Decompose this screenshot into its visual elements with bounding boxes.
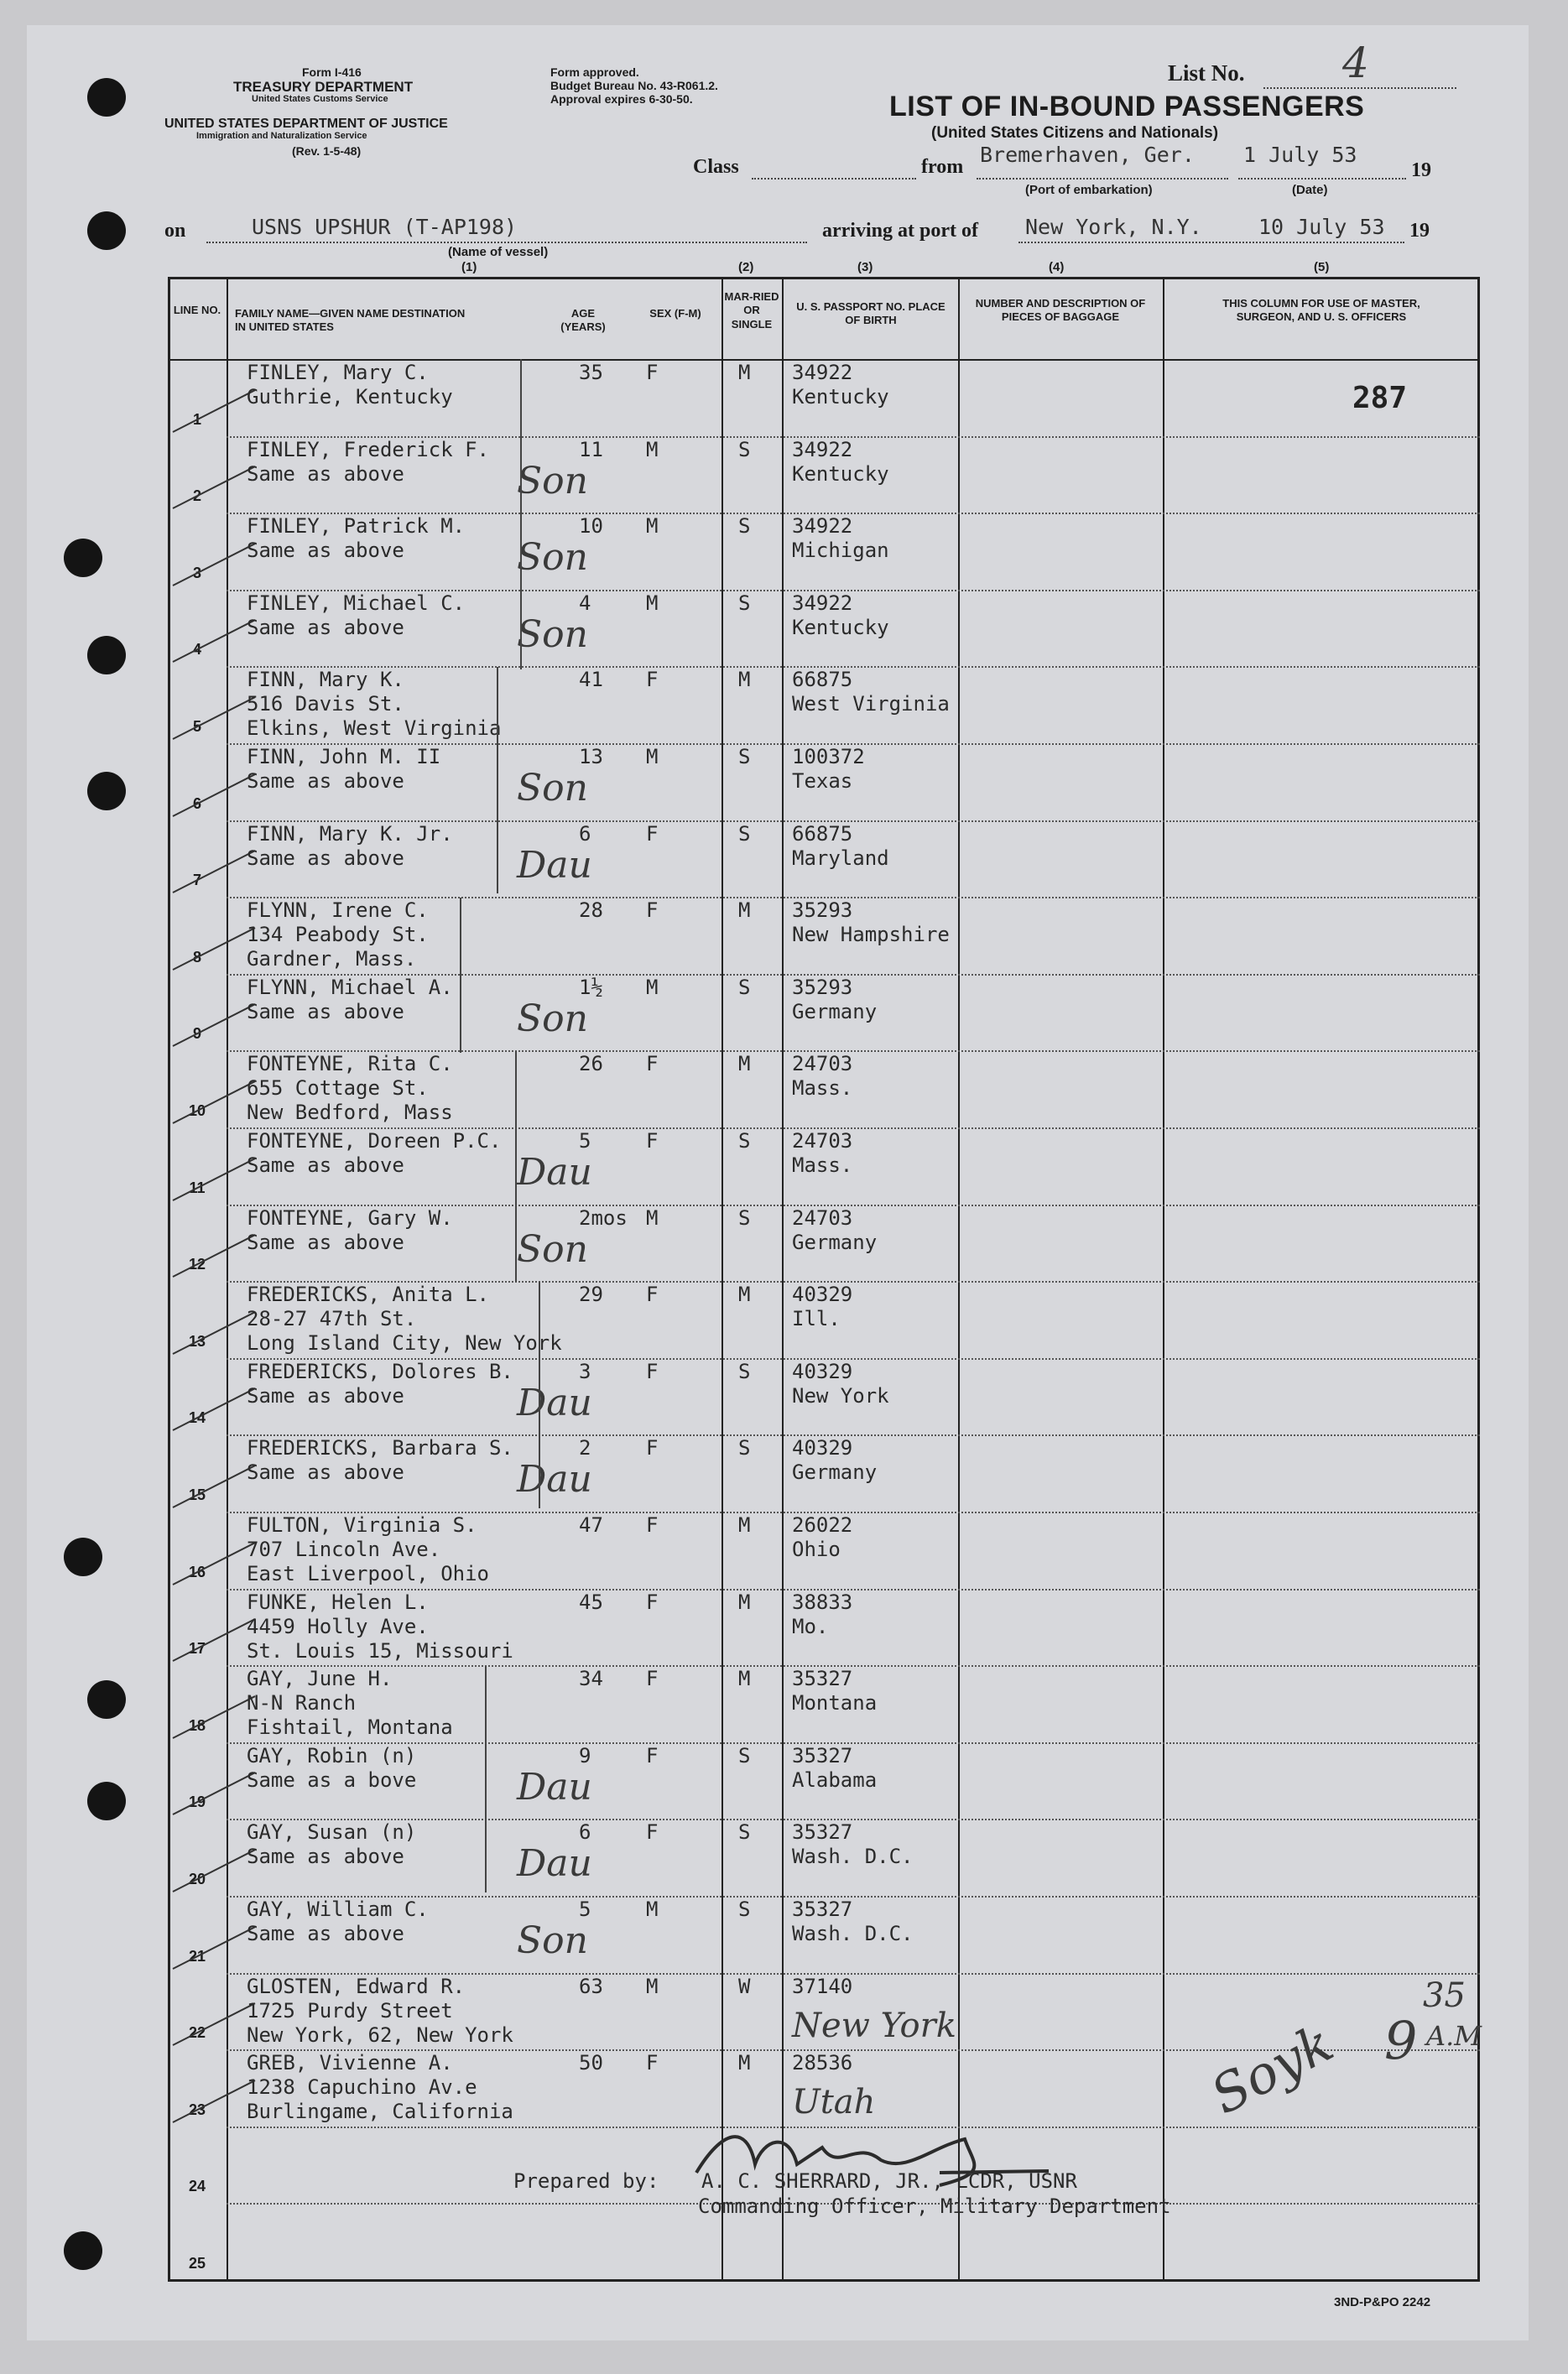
passenger-age: 35 [579,361,603,384]
list-no-label: List No. [1168,60,1245,86]
binder-hole [87,1782,126,1820]
family-bracket [539,1282,540,1508]
arrival-year-prefix: 19 [1409,220,1430,242]
departure-date: 1 July 53 [1243,143,1357,167]
passenger-sex: M [646,591,659,615]
passenger-age: 63 [579,1974,603,1998]
passport-number: 24703 [792,1052,853,1076]
passenger-sex: F [646,1590,659,1614]
passport-number: 40329 [792,1436,853,1460]
vessel-caption: (Name of vessel) [448,245,549,259]
passenger-name-line: FINLEY, Michael C. [247,591,466,615]
on-label: on [164,220,186,242]
place-of-birth: Kentucky [792,461,889,486]
relation-note: Son [517,1227,588,1271]
passenger-sex: M [646,1898,659,1921]
embarkation-caption: (Port of embarkation) [1025,183,1153,197]
binder-hole [87,211,126,250]
passenger-age: 5 [579,1898,591,1921]
passport-number: 35293 [792,898,853,923]
relation-note: Son [517,612,588,656]
place-of-birth: Germany [792,999,878,1023]
line-number: 10 [188,1102,206,1119]
relation-note: Dau [517,1842,592,1886]
passenger-name-line: FREDERICKS, Dolores B. [247,1359,513,1383]
list-no-value: 4 [1342,39,1369,87]
passenger-age: 6 [579,821,591,846]
passenger-name-line: FONTEYNE, Gary W. [247,1205,453,1230]
col-number-5: (5) [1314,260,1330,274]
passenger-sex: F [646,361,659,384]
passenger-sex: F [646,668,659,692]
list-no-line [1263,87,1456,89]
passenger-name-line: 1238 Capuchino Av.e [247,2075,477,2100]
line-number: 5 [192,718,201,735]
line-number: 4 [192,641,201,659]
line-number: 3 [192,564,201,581]
passenger-marital-status: S [738,591,751,615]
passenger-name-line: 707 Lincoln Ave. [247,1538,441,1561]
binder-hole [87,636,126,674]
family-bracket [460,898,461,1053]
place-of-birth: Texas [792,769,853,793]
arrival-port: New York, N.Y. [1025,215,1202,239]
passenger-marital-status: S [738,1359,751,1383]
port-of-embarkation: Bremerhaven, Ger. [980,143,1195,167]
passenger-name-line: Same as above [247,1153,404,1177]
embarkation-line [977,178,1228,180]
passenger-name-line: Long Island City, New York [247,1331,562,1356]
line-number: 23 [188,2101,206,2118]
stamp-number: 287 [1352,381,1408,415]
passenger-name-line: Guthrie, Kentucky [247,385,453,409]
place-of-birth: New Hampshire [792,923,950,947]
col-divider [721,277,723,2282]
passenger-marital-status: S [738,437,751,461]
passenger-marital-status: M [738,1283,751,1307]
place-of-birth: Wash. D.C. [792,1845,914,1869]
document-subtitle: (United States Citizens and Nationals) [931,124,1219,142]
passenger-sex: F [646,1359,659,1383]
passenger-name-line: GAY, June H. [247,1667,393,1691]
passenger-marital-status: S [738,745,751,768]
from-label: from [921,156,964,178]
form-revision: (Rev. 1-5-48) [292,144,362,158]
passenger-name-line: 516 Davis St. [247,692,404,716]
passenger-name-line: FLYNN, Michael A. [247,975,453,999]
officer-time-minutes: 35 [1423,1976,1466,2015]
passenger-sex: M [646,1205,659,1230]
passport-number: 24703 [792,1205,853,1230]
passenger-name-line: Same as above [247,1383,404,1408]
passenger-name-line: FREDERICKS, Barbara S. [247,1436,513,1460]
passenger-name-line: New Bedford, Mass [247,1101,453,1125]
place-of-birth: Ill. [792,1307,841,1331]
passenger-age: 28 [579,898,603,923]
class-label: Class [693,156,739,178]
passenger-name-line: FINN, Mary K. [247,668,404,692]
passenger-name-line: N-N Ranch [247,1691,357,1715]
passport-number: 66875 [792,668,853,692]
row-separator [227,1665,1480,1667]
approval-line-3: Approval expires 6-30-50. [550,92,693,106]
passenger-age: 4 [579,591,591,615]
place-of-birth: Germany [792,1230,878,1254]
line-number: 11 [189,1179,206,1196]
line-number: 15 [188,1486,206,1503]
passenger-marital-status: S [738,1898,751,1921]
col-number-4: (4) [1049,260,1065,274]
relation-note: Dau [517,843,592,887]
form-number: Form I-416 [302,65,362,79]
family-bracket [520,359,522,669]
approval-line-1: Form approved. [550,65,639,79]
passenger-sex: F [646,1513,659,1537]
passenger-name-line: East Liverpool, Ohio [247,1562,489,1585]
header-officers: THIS COLUMN FOR USE OF MASTER, SURGEON, AND U. S. OFFICERS [1222,297,1420,324]
passenger-marital-status: M [738,361,751,384]
passport-number: 66875 [792,821,853,846]
passenger-marital-status: M [738,2051,751,2075]
passenger-name-line: 4459 Holly Ave. [247,1614,429,1638]
passenger-marital-status: S [738,1129,751,1153]
passport-number: 35327 [792,1820,853,1845]
passenger-name-line: Same as above [247,1460,404,1485]
line-number: 22 [188,2024,206,2042]
place-of-birth: Maryland [792,846,889,870]
arrival-line [1018,242,1404,243]
passenger-age: 34 [579,1667,603,1691]
document-title: LIST OF IN-BOUND PASSENGERS [889,91,1365,122]
passenger-sex: F [646,1667,659,1691]
passenger-name-line: Elkins, West Virginia [247,716,502,741]
passenger-age: 5 [579,1129,591,1153]
passenger-name-line: Same as above [247,999,404,1023]
passenger-name-line: GAY, Robin (n) [247,1743,417,1767]
passenger-sex: F [646,1820,659,1845]
line-number: 13 [188,1332,206,1350]
passport-number: 35327 [792,1898,853,1921]
passenger-name-line: Same as above [247,615,404,639]
line-number: 24 [188,2178,206,2195]
passenger-name-line: FINN, Mary K. Jr. [247,821,453,846]
passenger-age: 41 [579,668,603,692]
passenger-sex: M [646,745,659,768]
officer-initials: Soyk [1201,2012,1343,2127]
binder-hole [64,539,102,577]
line-number: 20 [188,1871,206,1887]
relation-note: Son [517,767,588,810]
passenger-marital-status: W [738,1974,751,1998]
place-of-birth: Wash. D.C. [792,1922,914,1945]
passenger-name-line: FINN, John M. II [247,745,441,768]
passport-number: 34922 [792,591,853,615]
date-caption: (Date) [1292,183,1328,197]
passport-number: 37140 [792,1974,853,1998]
passport-number: 38833 [792,1590,853,1614]
passenger-sex: M [646,1974,659,1998]
passport-number: 34922 [792,361,853,384]
col-number-2: (2) [738,260,754,274]
prepared-label: Prepared by: [513,2169,659,2193]
approval-line-2: Budget Bureau No. 43-R061.2. [550,79,718,92]
passenger-name-line: Same as above [247,539,404,563]
passenger-marital-status: S [738,1205,751,1230]
passenger-marital-status: S [738,514,751,539]
passenger-name-line: Burlingame, California [247,2100,513,2124]
col-number-1: (1) [461,260,477,274]
col-number-3: (3) [857,260,873,274]
passenger-marital-status: M [738,668,751,692]
line-number: 14 [188,1409,206,1427]
ins-service: Immigration and Naturalization Service [196,131,367,141]
line-number: 9 [192,1025,201,1043]
relation-note: Dau [517,1765,592,1809]
passenger-sex: F [646,1129,659,1153]
passenger-sex: F [646,898,659,923]
passenger-name-line: 655 Cottage St. [247,1076,429,1101]
line-number: 12 [188,1256,206,1273]
passport-number: 40329 [792,1283,853,1307]
passenger-name-line: GAY, William C. [247,1898,429,1921]
line-number: 25 [188,2255,206,2272]
passenger-sex: F [646,2051,659,2075]
passenger-name-line: FINLEY, Patrick M. [247,514,466,539]
passenger-name-line: 28-27 47th St. [247,1307,417,1331]
commander-signature [688,2114,1057,2189]
relation-note: Dau [517,1381,592,1424]
passenger-name-line: Same as above [247,846,404,870]
line-number: 7 [192,872,201,889]
class-line [752,178,916,180]
passport-number: 100372 [792,745,865,768]
officer-time-hour: 9 [1384,2010,1418,2071]
passenger-age: 47 [579,1513,603,1537]
passenger-age: 50 [579,2051,603,2075]
customs-service: United States Customs Service [252,94,388,104]
passenger-age: 29 [579,1283,603,1307]
relation-note: Son [517,1919,588,1962]
family-bracket [485,1666,487,1892]
passenger-age: 26 [579,1052,603,1076]
passenger-marital-status: M [738,898,751,923]
passenger-sex: F [646,1743,659,1767]
passenger-name-line: FREDERICKS, Anita L. [247,1283,489,1307]
passenger-name-line: FINLEY, Frederick F. [247,437,489,461]
passenger-name-line: GREB, Vivienne A. [247,2051,453,2075]
place-of-birth: New York [792,1383,889,1408]
passport-number: 28536 [792,2051,853,2075]
passport-number: 35327 [792,1667,853,1691]
passenger-age: 9 [579,1743,591,1767]
passenger-age: 2 [579,1436,591,1460]
header-line-no: LINE NO. [173,304,221,316]
line-number: 19 [188,1794,206,1811]
passenger-sex: M [646,975,659,999]
place-of-birth: Mass. [792,1076,853,1101]
passenger-sex: M [646,514,659,539]
relation-note: Son [517,536,588,580]
passenger-name-line: Same as above [247,1922,404,1945]
relation-note: Son [517,459,588,502]
passenger-marital-status: S [738,821,751,846]
passenger-name-line: Same as above [247,461,404,486]
passenger-name-line: Same as above [247,1230,404,1254]
relation-note: Dau [517,1151,592,1194]
treasury-dept: TREASURY DEPARTMENT [233,79,414,95]
line-number: 16 [188,1563,206,1580]
passenger-marital-status: M [738,1513,751,1537]
passport-number: 24703 [792,1129,853,1153]
date-line [1238,178,1406,180]
form-print-code: 3ND-P&PO 2242 [1334,2295,1431,2309]
line-number: 8 [192,948,201,966]
justice-dept: UNITED STATES DEPARTMENT OF JUSTICE [164,117,448,131]
passenger-name-line: GAY, Susan (n) [247,1820,417,1845]
binder-hole [87,1680,126,1719]
place-of-birth: Kentucky [792,615,889,639]
place-of-birth: Germany [792,1460,878,1485]
binder-hole [87,772,126,810]
handwritten-birthplace: New York [792,2006,956,2045]
passenger-name-line: Fishtail, Montana [247,1715,453,1740]
passenger-sex: F [646,1436,659,1460]
arriving-label: arriving at port of [822,220,978,242]
passenger-marital-status: M [738,1667,751,1691]
passport-number: 35327 [792,1743,853,1767]
passenger-sex: F [646,1052,659,1076]
family-bracket [497,667,498,893]
passenger-name-line: New York, 62, New York [247,2023,513,2047]
line-number: 17 [188,1640,206,1658]
header-baggage: NUMBER AND DESCRIPTION OF PIECES OF BAGGAGE [975,297,1146,324]
passenger-marital-status: M [738,1590,751,1614]
line-number: 6 [192,794,201,812]
passport-number: 34922 [792,437,853,461]
year-prefix: 19 [1411,159,1431,181]
passenger-name-line: FLYNN, Irene C. [247,898,429,923]
relation-note: Dau [517,1458,592,1502]
place-of-birth: Michigan [792,539,889,563]
place-of-birth: Alabama [792,1767,878,1792]
binder-hole [87,78,126,117]
passport-number: 40329 [792,1359,853,1383]
passenger-age: 3 [579,1359,591,1383]
passenger-name-line: Gardner, Mass. [247,947,417,971]
prepared-title: Commanding Officer, Military Department [698,2194,1171,2218]
family-bracket [515,1051,517,1282]
passenger-marital-status: S [738,1436,751,1460]
passenger-name-line: 134 Peabody St. [247,923,429,947]
passenger-age: 10 [579,514,603,539]
passenger-sex: M [646,437,659,461]
header-passport: U. S. PASSPORT NO. PLACE OF BIRTH [796,300,945,327]
vessel-name: USNS UPSHUR (T-AP198) [252,215,518,239]
arrival-date: 10 July 53 [1258,215,1385,239]
binder-hole [64,1538,102,1576]
passport-number: 26022 [792,1513,853,1537]
passenger-sex: F [646,821,659,846]
line-number: 18 [188,1716,206,1734]
col-divider [227,277,228,2282]
passenger-marital-status: S [738,1820,751,1845]
passenger-age: 6 [579,1820,591,1845]
line-number: 2 [192,487,201,505]
col-divider [958,277,960,2282]
passenger-age: 13 [579,745,603,768]
line-number: 1 [192,410,201,428]
passenger-name-line: FUNKE, Helen L. [247,1590,429,1614]
col-divider [782,277,784,2282]
passenger-age: 1½ [579,975,603,999]
passenger-sex: F [646,1283,659,1307]
prepared-name: A. C. SHERRARD, JR., LCDR, USNR [701,2169,1077,2193]
passenger-age: 2mos [579,1205,628,1230]
passenger-name-line: St. Louis 15, Missouri [247,1638,513,1663]
place-of-birth: Montana [792,1691,878,1715]
officer-time-ampm: A.M [1426,2020,1482,2052]
header-sex: SEX (F-M) [649,307,701,320]
passenger-name-line: GLOSTEN, Edward R. [247,1974,466,1998]
passenger-name-line: Same as above [247,769,404,793]
header-name: FAMILY NAME—GIVEN NAME DESTINATION IN UNITED STATES [235,307,466,334]
place-of-birth: Mass. [792,1153,853,1177]
row-separator [227,666,1480,668]
passenger-marital-status: M [738,1052,751,1076]
passport-number: 34922 [792,514,853,539]
passenger-name-line: Same as a bove [247,1767,417,1792]
passenger-name-line: Same as above [247,1845,404,1869]
passenger-name-line: FONTEYNE, Doreen P.C. [247,1129,502,1153]
line-number: 21 [188,1947,206,1965]
passenger-marital-status: S [738,975,751,999]
col-divider [1163,277,1164,2282]
passenger-age: 11 [579,437,603,461]
vessel-line [206,242,807,243]
handwritten-birthplace: Utah [792,2083,876,2122]
place-of-birth: Kentucky [792,385,889,409]
passport-number: 35293 [792,975,853,999]
passenger-name-line: FINLEY, Mary C. [247,361,429,384]
passenger-marital-status: S [738,1743,751,1767]
place-of-birth: Ohio [792,1538,841,1561]
place-of-birth: Mo. [792,1614,829,1638]
binder-hole [64,2231,102,2270]
relation-note: Son [517,997,588,1040]
passenger-name-line: FONTEYNE, Rita C. [247,1052,453,1076]
place-of-birth: West Virginia [792,692,950,716]
passenger-name-line: FULTON, Virginia S. [247,1513,477,1537]
passenger-name-line: 1725 Purdy Street [247,1998,453,2023]
header-age: AGE (YEARS) [560,307,606,334]
header-married: MAR-RIED OR SINGLE [724,290,779,331]
passenger-age: 45 [579,1590,603,1614]
